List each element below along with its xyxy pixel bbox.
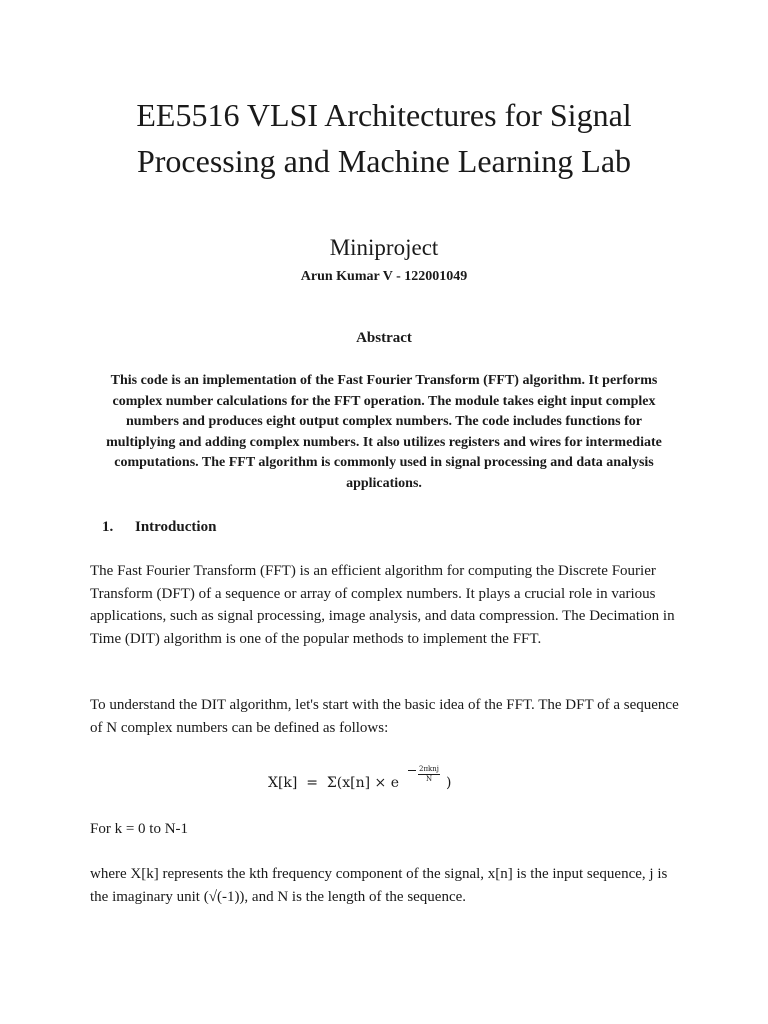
intro-paragraph-2: To understand the DIT algorithm, let's start with the basic idea of the FFT. The DFT of a sequence of N complex numbers can be defined as follows: [90, 697, 679, 736]
title-line-2: Processing and Machine Learning Lab [136, 143, 632, 179]
intro-paragraph-1: The Fast Fourier Transform (FFT) is an efficient algorithm for computing the Discrete Fourier Transform (DFT) of a sequence or array of complex numbers. It plays a crucial role in various applications, such as signal processing, image analysis, and data compression. The Decimation in Time (DIT) algorithm is one of the popular methods to implement the FFT. [90, 563, 675, 647]
section-heading-introduction [102, 517, 216, 537]
document-title [40, 92, 728, 184]
formula-close-paren: ) [446, 775, 452, 791]
intro-paragraph-4: where X[k] represents the kth frequency component of the signal, x[n] is the input sequence, j is the imaginary unit (√(-1)), and N is the length of the sequence. [90, 866, 668, 905]
title-line-1: EE5516 VLSI Architectures for Signal [136, 97, 632, 133]
section-title: Introduction [135, 519, 217, 535]
intro-paragraph-3: For k = 0 to N-1 [90, 821, 189, 837]
section-number: 1. [102, 519, 114, 535]
abstract-text: This code is an implementation of the Fast Fourier Transform (FFT) algorithm. It performs complex number calculations for the FFT operation. The module takes eight input complex numbers and produces eight output complex numbers. The code includes functions for multiplying and adding complex numbers. It also utilizes registers and wires for intermediate computations. The FFT algorithm is commonly used in signal processing and data analysis applications. [106, 373, 662, 491]
formula-exponent-denominator: N [425, 775, 433, 783]
formula-main: X[k] = Σ(x[n] × e [268, 775, 400, 791]
formula-exponent-numerator: 2πknj [419, 765, 439, 773]
formula-exponent [418, 765, 440, 783]
author-line: Arun Kumar V - 122001049 [300, 269, 468, 284]
dft-formula [268, 765, 508, 801]
abstract-heading: Abstract [356, 330, 412, 346]
formula-exponent-minus [408, 770, 416, 771]
document-subtitle: Miniproject [329, 235, 439, 260]
